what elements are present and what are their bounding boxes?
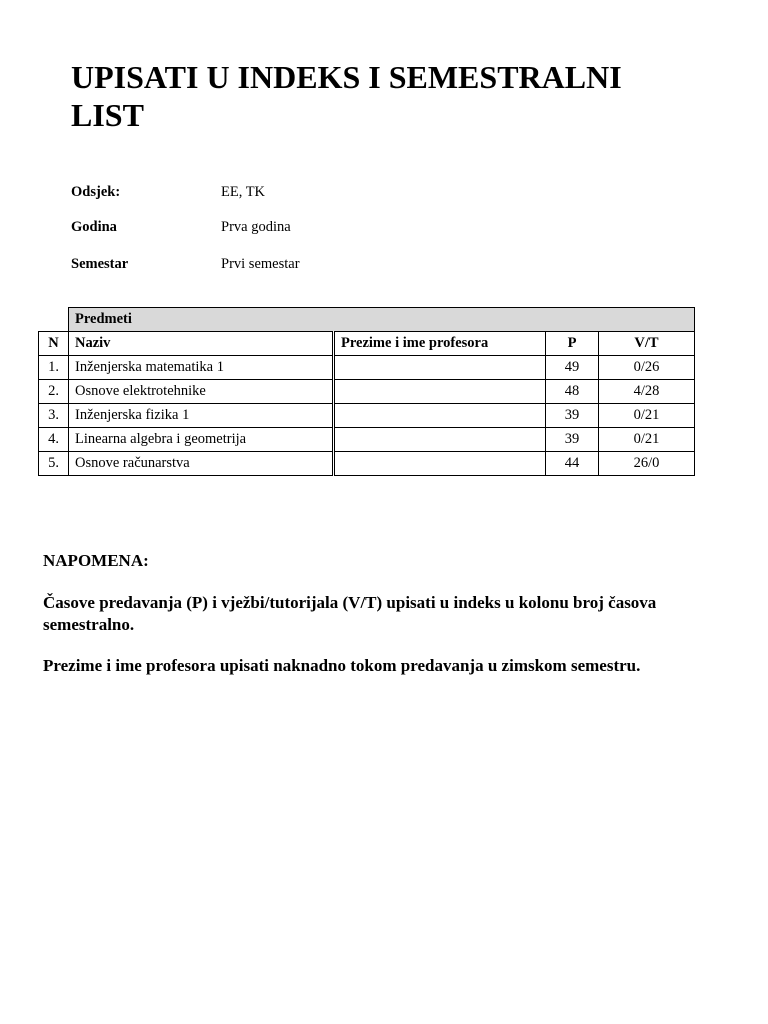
cell-p: 39 [546,428,599,452]
column-header-naziv: Naziv [69,332,334,356]
cell-naziv: Inženjerska matematika 1 [69,356,334,380]
cell-profesor [334,404,546,428]
cell-vt: 0/21 [599,428,695,452]
note-paragraph-professor: Prezime i ime profesora upisati naknadno tokom predavanja u zimskom semestru. [43,656,641,675]
meta-label-semestar: Semestar [71,256,129,272]
table-row [39,452,695,476]
cell-n: 2. [39,380,69,404]
cell-vt: 0/21 [599,404,695,428]
cell-profesor [334,356,546,380]
cell-n: 3. [39,404,69,428]
table-group-header-row [39,308,695,332]
column-header-profesor: Prezime i ime profesora [334,332,546,356]
cell-profesor [334,428,546,452]
cell-n: 5. [39,452,69,476]
meta-value-godina: Prva godina [221,219,291,235]
subjects-table [38,307,695,476]
table-row [39,404,695,428]
note-paragraph-hours: Časove predavanja (P) i vježbi/tutorijala (V/T) upisati u indeks u kolonu broj časova semestralno. [43,593,657,634]
note-heading: NAPOMENA: [43,551,149,570]
cell-p: 49 [546,356,599,380]
column-header-n: N [39,332,69,356]
cell-naziv: Linearna algebra i geometrija [69,428,334,452]
cell-p: 48 [546,380,599,404]
meta-label-odsjek: Odsjek: [71,184,121,200]
table-row [39,428,695,452]
meta-value-semestar: Prvi semestar [221,256,300,272]
cell-naziv: Osnove elektrotehnike [69,380,334,404]
table-corner-blank [39,308,69,332]
meta-value-odsjek: EE, TK [221,184,266,200]
page-title: UPISATI U INDEKS I SEMESTRALNI LIST [71,59,622,133]
cell-p: 39 [546,404,599,428]
cell-profesor [334,452,546,476]
meta-label-godina: Godina [71,219,117,235]
column-header-p: P [546,332,599,356]
cell-n: 4. [39,428,69,452]
cell-profesor [334,380,546,404]
cell-vt: 4/28 [599,380,695,404]
table-group-header: Predmeti [69,308,695,332]
cell-naziv: Inženjerska fizika 1 [69,404,334,428]
table-row [39,356,695,380]
cell-p: 44 [546,452,599,476]
table-row [39,380,695,404]
column-header-vt: V/T [599,332,695,356]
cell-n: 1. [39,356,69,380]
subjects-table-wrapper [38,307,695,476]
cell-naziv: Osnove računarstva [69,452,334,476]
cell-vt: 26/0 [599,452,695,476]
table-header-row [39,332,695,356]
cell-vt: 0/26 [599,356,695,380]
